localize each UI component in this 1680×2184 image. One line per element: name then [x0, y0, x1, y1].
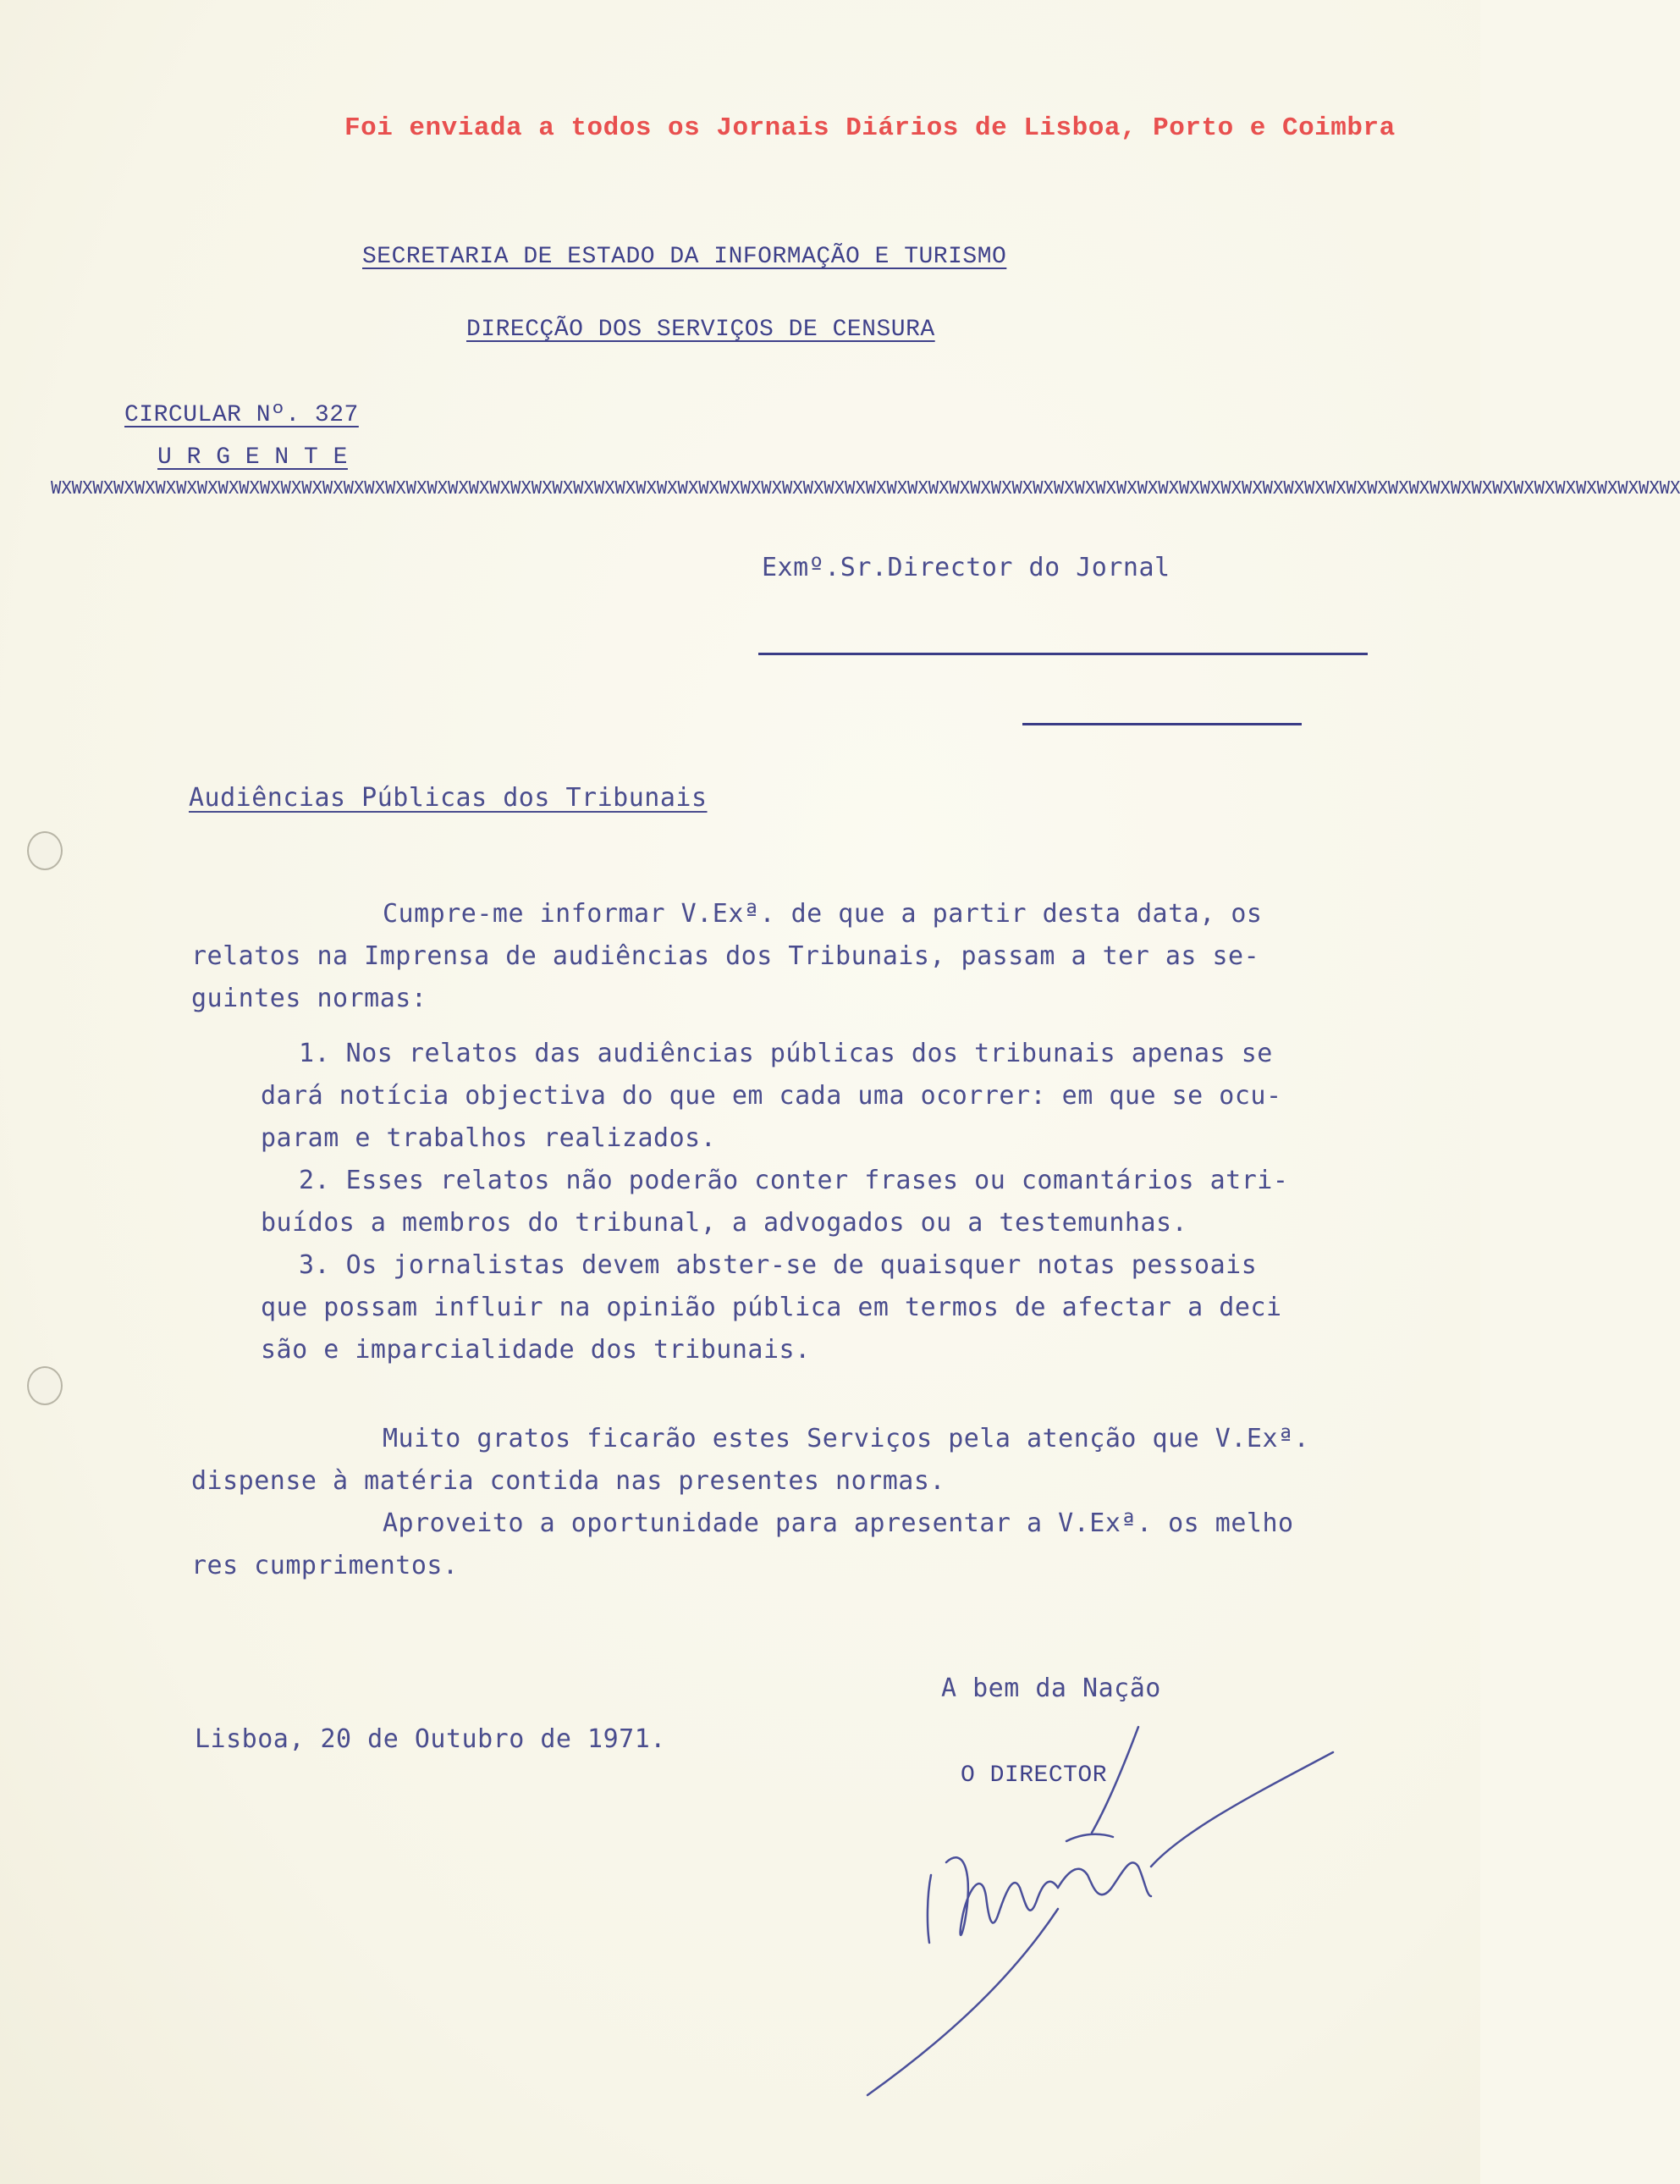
norm-3-line-1: 3. Os jornalistas devem abster-se de quaisquer notas pessoais	[299, 1250, 1258, 1280]
intro-line-3: guintes normas:	[191, 984, 427, 1013]
salutation: A bem da Nação	[941, 1674, 1161, 1703]
closing-line-3: Aproveito a oportunidade para apresentar a V.Exª. os melho	[383, 1508, 1294, 1538]
header-ministry: SECRETARIA DE ESTADO DA INFORMAÇÃO E TURISMO	[362, 244, 1007, 270]
header-directorate: DIRECÇÃO DOS SERVIÇOS DE CENSURA	[466, 317, 935, 343]
document-date: Lisboa, 20 de Outubro de 1971.	[195, 1724, 666, 1754]
closing-line-4: res cumprimentos.	[191, 1551, 459, 1580]
intro-line-2: relatos na Imprensa de audiências dos Tribunais, passam a ter as se-	[191, 941, 1260, 971]
norm-1-line-1: 1. Nos relatos das audiências públicas dos tribunais apenas se	[299, 1039, 1273, 1068]
norm-1-line-3: param e trabalhos realizados.	[261, 1123, 717, 1153]
distribution-note: Foi enviada a todos os Jornais Diários de Lisboa, Porto e Coimbra	[344, 113, 1396, 143]
norm-3-line-2: que possam influir na opinião pública em termos de afectar a deci	[261, 1293, 1282, 1322]
intro-line-1: Cumpre-me informar V.Exª. de que a partir desta data, os	[383, 899, 1263, 929]
norm-3-line-3: são e imparcialidade dos tribunais.	[261, 1335, 811, 1365]
circular-number: CIRCULAR Nº. 327	[124, 402, 359, 428]
typed-separator: WXWXWXWXWXWXWXWXWXWXWXWXWXWXWXWXWXWXWXWXWXWXWXWXWXWXWXWXWXWXWXWXWXWXWXWXWXWXWXWXWXWXWXWXWXWXWXWXWXWXWXWXWXWXWXWXWXWXWXWXWXWXWXWXWXWXWXWXWXWXWXWXWXWXWXWXWXWX	[51, 477, 1680, 498]
urgent-label: U R G E N T E	[157, 444, 348, 471]
addressee: Exmº.Sr.Director do Jornal	[762, 553, 1170, 582]
norm-1-line-2: dará notícia objectiva do que em cada uma ocorrer: em que se ocu-	[261, 1081, 1282, 1111]
norm-2-line-1: 2. Esses relatos não poderão conter frases ou comantários atri-	[299, 1166, 1289, 1195]
signatory-title: O DIRECTOR	[961, 1762, 1108, 1789]
closing-line-2: dispense à matéria contida nas presentes normas.	[191, 1466, 945, 1496]
subject-heading: Audiências Públicas dos Tribunais	[189, 783, 708, 813]
norm-2-line-2: buídos a membros do tribunal, a advogados ou a testemunhas.	[261, 1208, 1188, 1238]
closing-line-1: Muito gratos ficarão estes Serviços pela atenção que V.Exª.	[383, 1424, 1310, 1453]
